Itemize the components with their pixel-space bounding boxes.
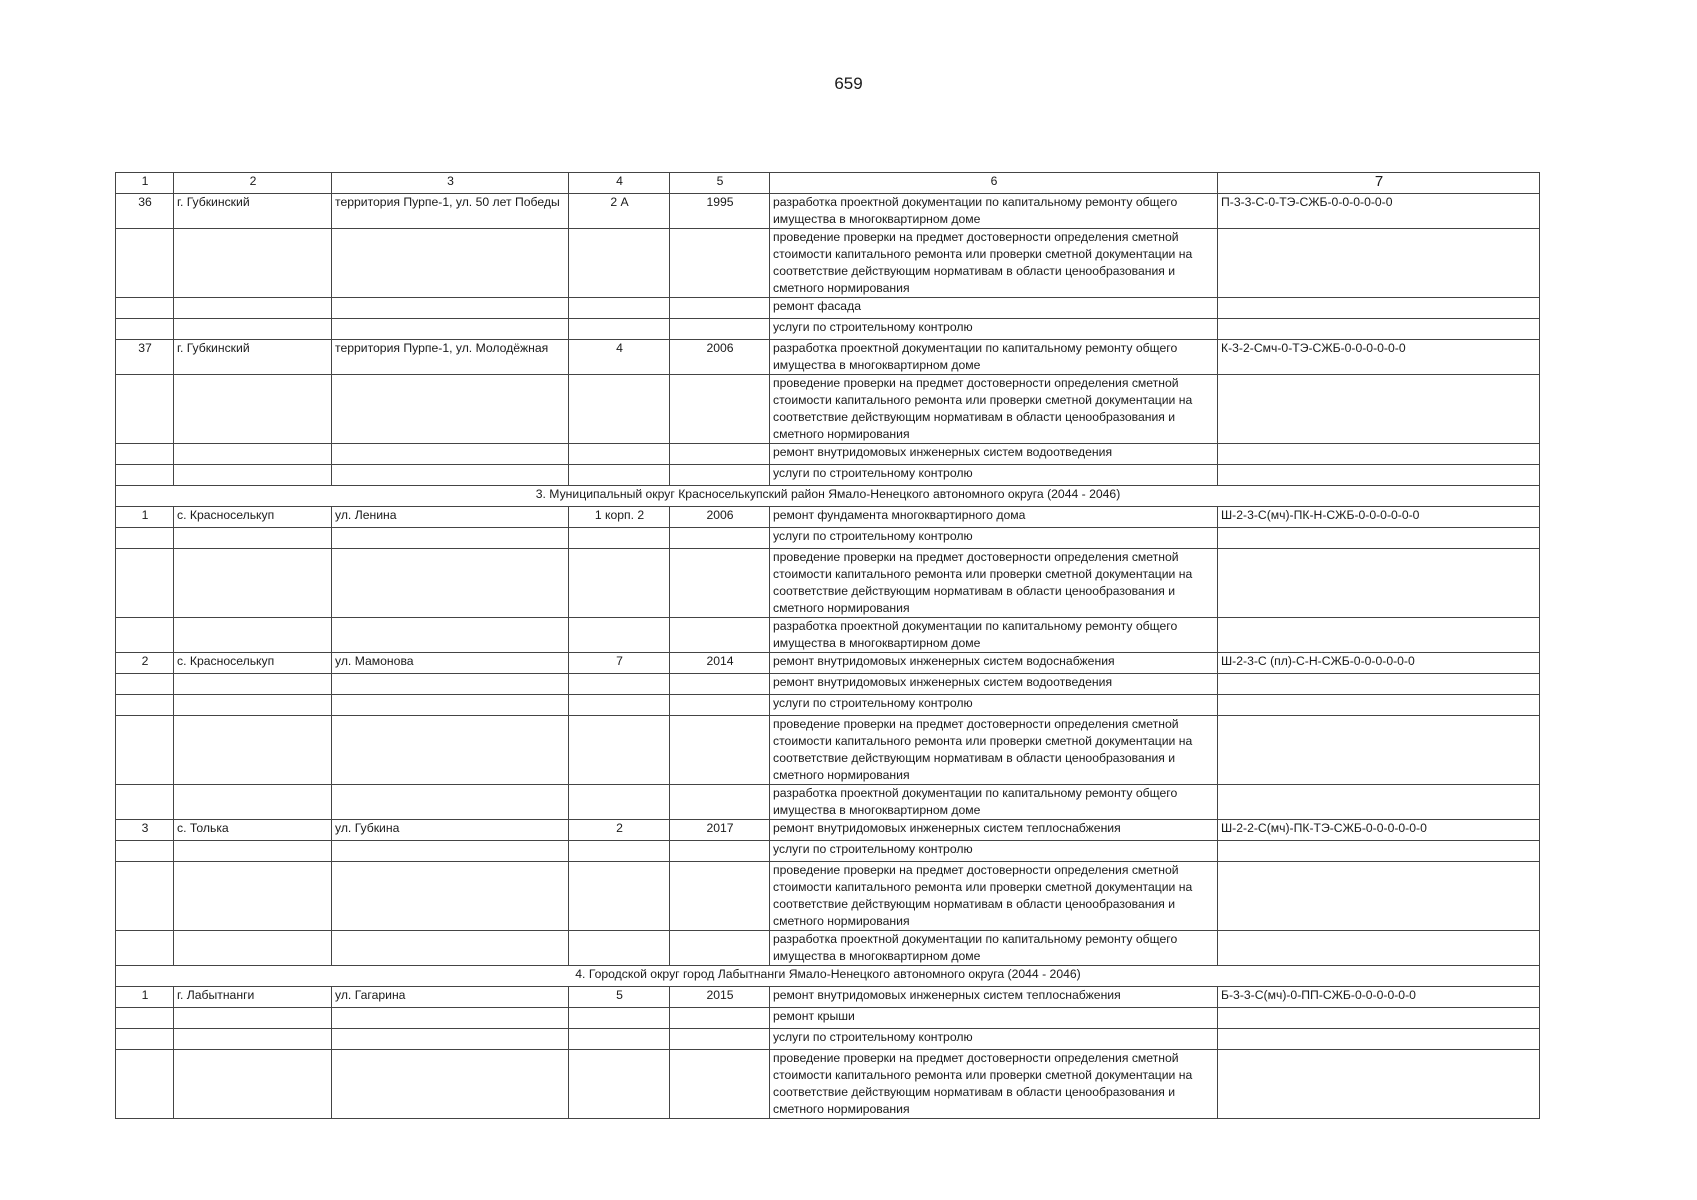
row-number-cell bbox=[116, 229, 174, 298]
street-cell bbox=[332, 862, 569, 931]
settlement-cell: г. Лабытнанги bbox=[174, 987, 332, 1008]
work-type-cell: проведение проверки на предмет достоверности определения сметной стоимости капитального ремонта или проверки сметной документации на соответствие действующим нормативам в области ценообразования и сметного нормирования bbox=[770, 549, 1218, 618]
table-row bbox=[116, 340, 1540, 375]
street-cell bbox=[332, 319, 569, 340]
settlement-cell bbox=[174, 841, 332, 862]
work-type-cell: разработка проектной документации по капитальному ремонту общего имущества в многоквартирном доме bbox=[770, 194, 1218, 229]
year-cell bbox=[670, 1050, 770, 1119]
work-type-cell: проведение проверки на предмет достоверности определения сметной стоимости капитального ремонта или проверки сметной документации на соответствие действующим нормативам в области ценообразования и сметного нормирования bbox=[770, 229, 1218, 298]
year-cell bbox=[670, 528, 770, 549]
table-row bbox=[116, 1029, 1540, 1050]
house-number-cell bbox=[569, 375, 670, 444]
column-number: 4 bbox=[569, 173, 670, 194]
street-cell bbox=[332, 528, 569, 549]
building-code-cell bbox=[1218, 375, 1540, 444]
table-row bbox=[116, 319, 1540, 340]
building-code-cell: Ш-2-3-С(мч)-ПК-Н-СЖБ-0-0-0-0-0-0 bbox=[1218, 507, 1540, 528]
house-number-cell bbox=[569, 841, 670, 862]
house-number-cell bbox=[569, 1008, 670, 1029]
column-number: 3 bbox=[332, 173, 569, 194]
settlement-cell bbox=[174, 298, 332, 319]
row-number-cell: 36 bbox=[116, 194, 174, 229]
settlement-cell bbox=[174, 319, 332, 340]
table-row bbox=[116, 1050, 1540, 1119]
house-number-cell: 4 bbox=[569, 340, 670, 375]
year-cell bbox=[670, 1029, 770, 1050]
row-number-cell bbox=[116, 1050, 174, 1119]
table-row bbox=[116, 820, 1540, 841]
work-type-cell: услуги по строительному контролю bbox=[770, 1029, 1218, 1050]
settlement-cell bbox=[174, 931, 332, 966]
work-type-cell: разработка проектной документации по капитальному ремонту общего имущества в многоквартирном доме bbox=[770, 785, 1218, 820]
work-type-cell: разработка проектной документации по капитальному ремонту общего имущества в многоквартирном доме bbox=[770, 618, 1218, 653]
table-row bbox=[116, 618, 1540, 653]
row-number-cell bbox=[116, 319, 174, 340]
table-row bbox=[116, 375, 1540, 444]
house-number-cell bbox=[569, 785, 670, 820]
work-type-cell: услуги по строительному контролю bbox=[770, 528, 1218, 549]
column-number: 5 bbox=[670, 173, 770, 194]
settlement-cell bbox=[174, 444, 332, 465]
settlement-cell bbox=[174, 229, 332, 298]
house-number-cell bbox=[569, 618, 670, 653]
building-code-cell bbox=[1218, 298, 1540, 319]
year-cell bbox=[670, 549, 770, 618]
house-number-cell: 1 корп. 2 bbox=[569, 507, 670, 528]
work-type-cell: ремонт внутридомовых инженерных систем водоснабжения bbox=[770, 653, 1218, 674]
table-row bbox=[116, 695, 1540, 716]
settlement-cell bbox=[174, 862, 332, 931]
settlement-cell bbox=[174, 674, 332, 695]
street-cell bbox=[332, 841, 569, 862]
work-type-cell: ремонт крыши bbox=[770, 1008, 1218, 1029]
building-code-cell: Б-3-3-С(мч)-0-ПП-СЖБ-0-0-0-0-0-0 bbox=[1218, 987, 1540, 1008]
row-number-cell bbox=[116, 716, 174, 785]
table-row bbox=[116, 229, 1540, 298]
street-cell bbox=[332, 298, 569, 319]
building-code-cell bbox=[1218, 674, 1540, 695]
table-row bbox=[116, 931, 1540, 966]
street-cell: ул. Гагарина bbox=[332, 987, 569, 1008]
settlement-cell: г. Губкинский bbox=[174, 340, 332, 375]
row-number-cell bbox=[116, 862, 174, 931]
street-cell bbox=[332, 1008, 569, 1029]
row-number-cell bbox=[116, 1008, 174, 1029]
house-number-cell: 2 bbox=[569, 820, 670, 841]
street-cell: территория Пурпе-1, ул. Молодёжная bbox=[332, 340, 569, 375]
building-code-cell bbox=[1218, 229, 1540, 298]
street-cell: ул. Губкина bbox=[332, 820, 569, 841]
table-row bbox=[116, 465, 1540, 486]
street-cell bbox=[332, 1029, 569, 1050]
row-number-cell: 1 bbox=[116, 507, 174, 528]
table-row bbox=[116, 194, 1540, 229]
settlement-cell bbox=[174, 528, 332, 549]
work-type-cell: услуги по строительному контролю bbox=[770, 841, 1218, 862]
house-number-cell bbox=[569, 319, 670, 340]
year-cell bbox=[670, 618, 770, 653]
house-number-cell bbox=[569, 931, 670, 966]
building-code-cell bbox=[1218, 716, 1540, 785]
year-cell: 2006 bbox=[670, 507, 770, 528]
street-cell bbox=[332, 465, 569, 486]
house-number-cell: 2 А bbox=[569, 194, 670, 229]
column-number-row bbox=[116, 173, 1540, 194]
settlement-cell: г. Губкинский bbox=[174, 194, 332, 229]
street-cell bbox=[332, 716, 569, 785]
row-number-cell: 2 bbox=[116, 653, 174, 674]
house-number-cell bbox=[569, 549, 670, 618]
year-cell bbox=[670, 695, 770, 716]
year-cell bbox=[670, 229, 770, 298]
year-cell bbox=[670, 298, 770, 319]
street-cell bbox=[332, 618, 569, 653]
table-row bbox=[116, 528, 1540, 549]
building-code-cell bbox=[1218, 1050, 1540, 1119]
house-number-cell bbox=[569, 716, 670, 785]
table-row bbox=[116, 785, 1540, 820]
house-number-cell bbox=[569, 465, 670, 486]
row-number-cell bbox=[116, 1029, 174, 1050]
table-row bbox=[116, 987, 1540, 1008]
column-number: 6 bbox=[770, 173, 1218, 194]
house-number-cell bbox=[569, 298, 670, 319]
settlement-cell bbox=[174, 1008, 332, 1029]
table-row bbox=[116, 674, 1540, 695]
settlement-cell bbox=[174, 695, 332, 716]
row-number-cell bbox=[116, 298, 174, 319]
section-header-row bbox=[116, 966, 1540, 987]
settlement-cell bbox=[174, 1050, 332, 1119]
settlement-cell bbox=[174, 618, 332, 653]
table-row bbox=[116, 862, 1540, 931]
row-number-cell bbox=[116, 444, 174, 465]
settlement-cell bbox=[174, 549, 332, 618]
table-row bbox=[116, 841, 1540, 862]
work-type-cell: услуги по строительному контролю bbox=[770, 695, 1218, 716]
year-cell bbox=[670, 465, 770, 486]
building-code-cell bbox=[1218, 931, 1540, 966]
street-cell: территория Пурпе-1, ул. 50 лет Победы bbox=[332, 194, 569, 229]
building-code-cell bbox=[1218, 862, 1540, 931]
table-row bbox=[116, 1008, 1540, 1029]
house-number-cell bbox=[569, 229, 670, 298]
settlement-cell: с. Красноселькуп bbox=[174, 507, 332, 528]
year-cell: 2014 bbox=[670, 653, 770, 674]
street-cell bbox=[332, 931, 569, 966]
year-cell bbox=[670, 841, 770, 862]
work-type-cell: разработка проектной документации по капитальному ремонту общего имущества в многоквартирном доме bbox=[770, 931, 1218, 966]
building-code-cell: Ш-2-3-С (пл)-С-Н-СЖБ-0-0-0-0-0-0 bbox=[1218, 653, 1540, 674]
section-header-row bbox=[116, 486, 1540, 507]
table-row bbox=[116, 716, 1540, 785]
work-type-cell: проведение проверки на предмет достоверности определения сметной стоимости капитального ремонта или проверки сметной документации на соответствие действующим нормативам в области ценообразования и сметного нормирования bbox=[770, 862, 1218, 931]
house-number-cell bbox=[569, 674, 670, 695]
settlement-cell bbox=[174, 716, 332, 785]
settlement-cell: с. Красноселькуп bbox=[174, 653, 332, 674]
row-number-cell bbox=[116, 618, 174, 653]
work-type-cell: проведение проверки на предмет достоверности определения сметной стоимости капитального ремонта или проверки сметной документации на соответствие действующим нормативам в области ценообразования и сметного нормирования bbox=[770, 375, 1218, 444]
building-code-cell bbox=[1218, 1008, 1540, 1029]
building-code-cell bbox=[1218, 618, 1540, 653]
year-cell bbox=[670, 375, 770, 444]
row-number-cell: 1 bbox=[116, 987, 174, 1008]
table-row bbox=[116, 549, 1540, 618]
year-cell bbox=[670, 444, 770, 465]
building-code-cell bbox=[1218, 319, 1540, 340]
building-code-cell bbox=[1218, 695, 1540, 716]
street-cell bbox=[332, 695, 569, 716]
street-cell: ул. Мамонова bbox=[332, 653, 569, 674]
table-row bbox=[116, 507, 1540, 528]
building-code-cell: К-3-2-Смч-0-ТЭ-СЖБ-0-0-0-0-0-0 bbox=[1218, 340, 1540, 375]
section-title: 4. Городской округ город Лабытнанги Ямало-Ненецкого автономного округа (2044 - 2046) bbox=[116, 966, 1540, 987]
street-cell bbox=[332, 444, 569, 465]
settlement-cell bbox=[174, 375, 332, 444]
year-cell bbox=[670, 931, 770, 966]
house-number-cell bbox=[569, 862, 670, 931]
work-type-cell: ремонт внутридомовых инженерных систем водоотведения bbox=[770, 444, 1218, 465]
row-number-cell bbox=[116, 549, 174, 618]
work-type-cell: разработка проектной документации по капитальному ремонту общего имущества в многоквартирном доме bbox=[770, 340, 1218, 375]
settlement-cell bbox=[174, 465, 332, 486]
street-cell: ул. Ленина bbox=[332, 507, 569, 528]
year-cell: 2017 bbox=[670, 820, 770, 841]
work-type-cell: ремонт фундамента многоквартирного дома bbox=[770, 507, 1218, 528]
house-number-cell: 5 bbox=[569, 987, 670, 1008]
row-number-cell bbox=[116, 695, 174, 716]
work-type-cell: проведение проверки на предмет достоверности определения сметной стоимости капитального ремонта или проверки сметной документации на соответствие действующим нормативам в области ценообразования и сметного нормирования bbox=[770, 1050, 1218, 1119]
house-number-cell: 7 bbox=[569, 653, 670, 674]
building-code-cell bbox=[1218, 528, 1540, 549]
row-number-cell bbox=[116, 375, 174, 444]
section-title: 3. Муниципальный округ Красноселькупский район Ямало-Ненецкого автономного округа (2044 - 2046) bbox=[116, 486, 1540, 507]
row-number-cell bbox=[116, 528, 174, 549]
work-type-cell: ремонт внутридомовых инженерных систем теплоснабжения bbox=[770, 820, 1218, 841]
register-table bbox=[115, 172, 1540, 1119]
house-number-cell bbox=[569, 695, 670, 716]
building-code-cell bbox=[1218, 785, 1540, 820]
settlement-cell bbox=[174, 785, 332, 820]
building-code-cell: Ш-2-2-С(мч)-ПК-ТЭ-СЖБ-0-0-0-0-0-0 bbox=[1218, 820, 1540, 841]
house-number-cell bbox=[569, 444, 670, 465]
year-cell bbox=[670, 674, 770, 695]
building-code-cell: П-3-3-С-0-ТЭ-СЖБ-0-0-0-0-0-0 bbox=[1218, 194, 1540, 229]
street-cell bbox=[332, 375, 569, 444]
work-type-cell: услуги по строительному контролю bbox=[770, 465, 1218, 486]
year-cell bbox=[670, 785, 770, 820]
work-type-cell: ремонт внутридомовых инженерных систем теплоснабжения bbox=[770, 987, 1218, 1008]
street-cell bbox=[332, 674, 569, 695]
building-code-cell bbox=[1218, 841, 1540, 862]
work-type-cell: ремонт внутридомовых инженерных систем водоотведения bbox=[770, 674, 1218, 695]
row-number-cell bbox=[116, 931, 174, 966]
column-number: 1 bbox=[116, 173, 174, 194]
street-cell bbox=[332, 549, 569, 618]
house-number-cell bbox=[569, 528, 670, 549]
work-type-cell: проведение проверки на предмет достоверности определения сметной стоимости капитального ремонта или проверки сметной документации на соответствие действующим нормативам в области ценообразования и сметного нормирования bbox=[770, 716, 1218, 785]
building-code-cell bbox=[1218, 465, 1540, 486]
column-number: 2 bbox=[174, 173, 332, 194]
settlement-cell: с. Толька bbox=[174, 820, 332, 841]
building-code-cell bbox=[1218, 444, 1540, 465]
settlement-cell bbox=[174, 1029, 332, 1050]
street-cell bbox=[332, 785, 569, 820]
year-cell: 2015 bbox=[670, 987, 770, 1008]
year-cell bbox=[670, 862, 770, 931]
row-number-cell bbox=[116, 841, 174, 862]
year-cell bbox=[670, 1008, 770, 1029]
table-row bbox=[116, 298, 1540, 319]
row-number-cell: 37 bbox=[116, 340, 174, 375]
street-cell bbox=[332, 229, 569, 298]
row-number-cell bbox=[116, 785, 174, 820]
row-number-cell bbox=[116, 674, 174, 695]
table-row bbox=[116, 653, 1540, 674]
work-type-cell: ремонт фасада bbox=[770, 298, 1218, 319]
page-number: 659 bbox=[834, 74, 863, 93]
street-cell bbox=[332, 1050, 569, 1119]
house-number-cell bbox=[569, 1029, 670, 1050]
table-row bbox=[116, 444, 1540, 465]
year-cell: 1995 bbox=[670, 194, 770, 229]
work-type-cell: услуги по строительному контролю bbox=[770, 319, 1218, 340]
building-code-cell bbox=[1218, 549, 1540, 618]
house-number-cell bbox=[569, 1050, 670, 1119]
row-number-cell bbox=[116, 465, 174, 486]
year-cell bbox=[670, 716, 770, 785]
year-cell: 2006 bbox=[670, 340, 770, 375]
year-cell bbox=[670, 319, 770, 340]
column-number: 7 bbox=[1218, 173, 1540, 194]
building-code-cell bbox=[1218, 1029, 1540, 1050]
table-body bbox=[116, 173, 1540, 1119]
row-number-cell: 3 bbox=[116, 820, 174, 841]
